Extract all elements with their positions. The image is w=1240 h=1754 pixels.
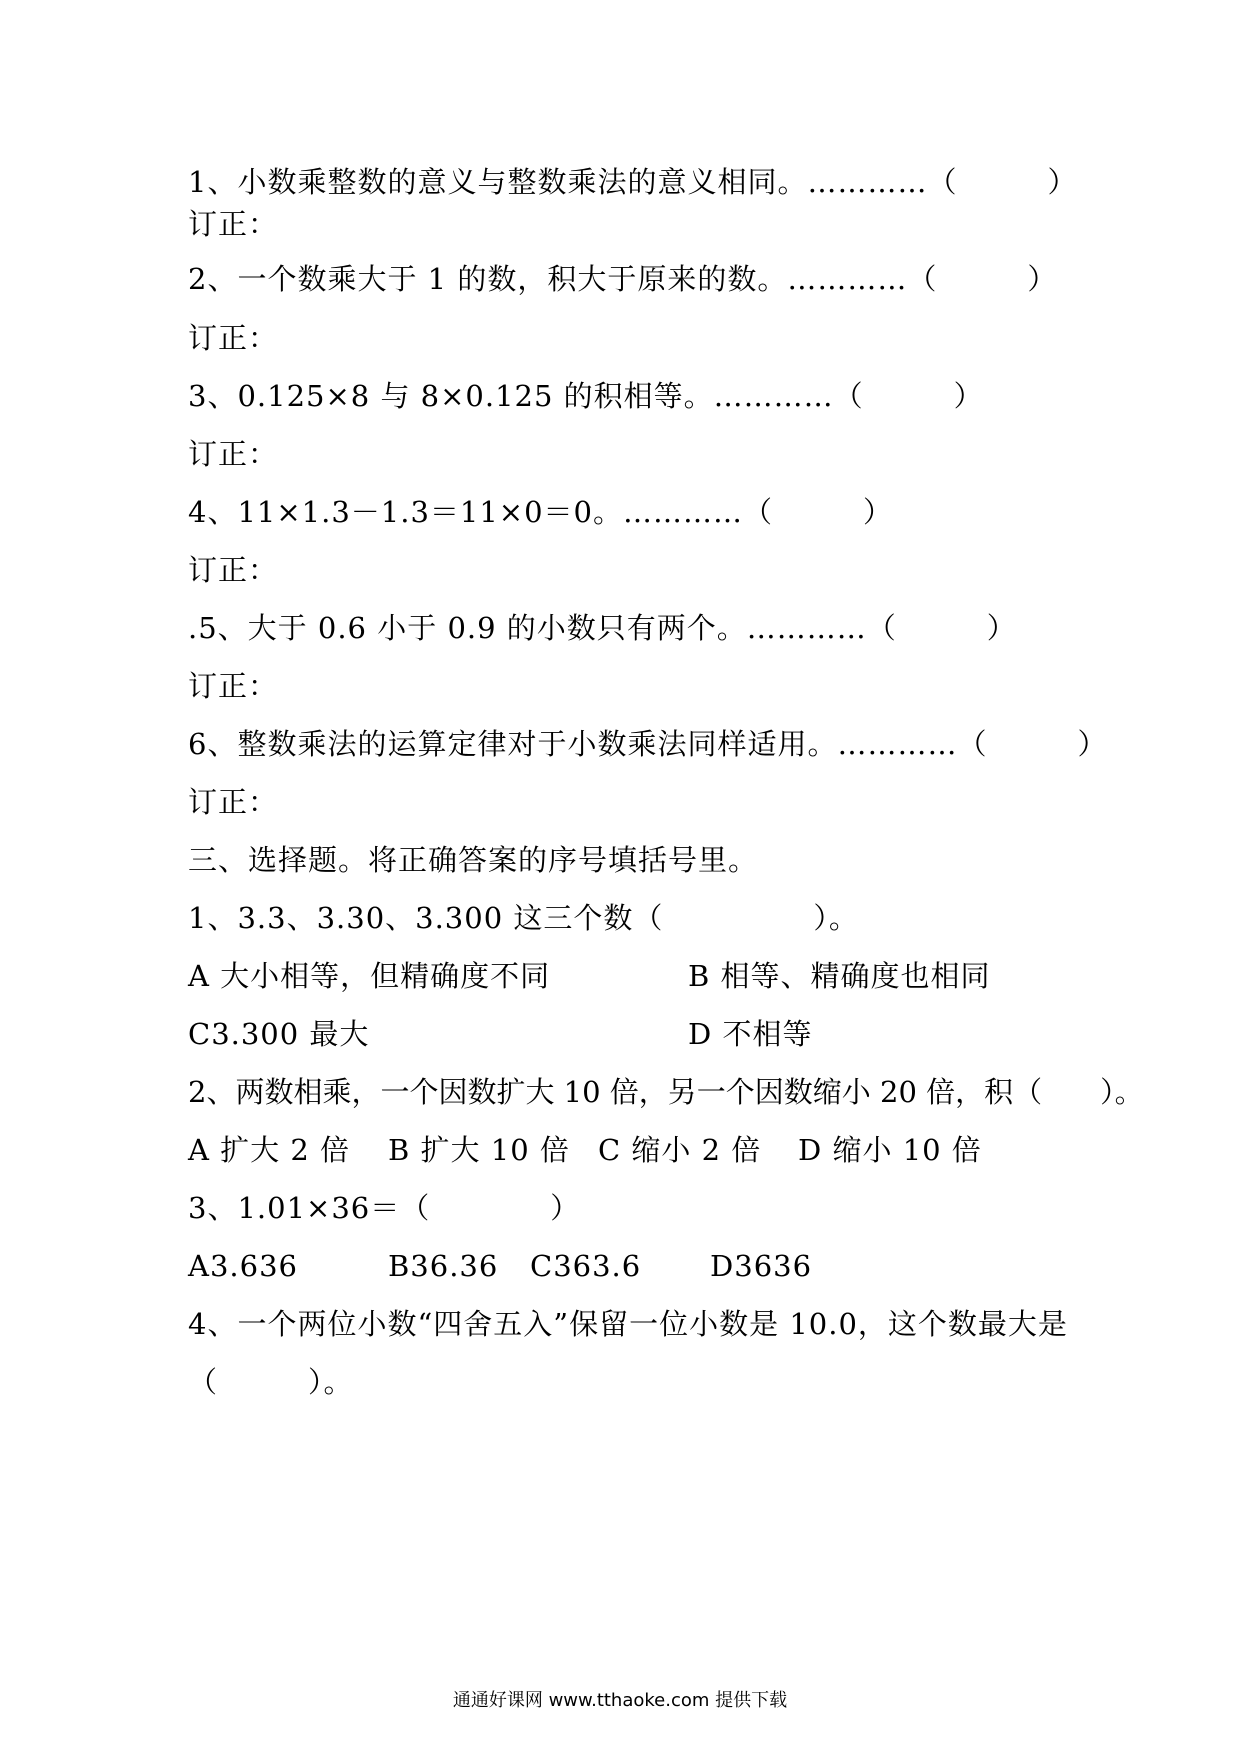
choice-question-4-blank: （ ）。 bbox=[188, 1365, 354, 1399]
judgement-statement-4: 4、11×1.3－1.3＝11×0＝0。…………（ ） bbox=[188, 495, 893, 529]
judgement-correction-1: 订正： bbox=[188, 207, 279, 241]
option-d: D3636 bbox=[710, 1249, 813, 1283]
choice-question-4: 4、一个两位小数“四舍五入”保留一位小数是 10.0，这个数最大是 bbox=[188, 1307, 1068, 1341]
judgement-correction-2: 订正： bbox=[188, 321, 279, 355]
option-c: C3.300 最大 bbox=[188, 1017, 370, 1051]
judgement-correction-3: 订正： bbox=[188, 437, 279, 471]
option-d: D 不相等 bbox=[688, 1017, 813, 1051]
choice-question-3: 3、1.01×36＝（ ） bbox=[188, 1191, 581, 1225]
section-title: 三、选择题。将正确答案的序号填括号里。 bbox=[188, 843, 759, 877]
judgement-statement-6: 6、整数乘法的运算定律对于小数乘法同样适用。…………（ ） bbox=[188, 727, 1108, 761]
judgement-statement-1: 1、小数乘整数的意义与整数乘法的意义相同。…………（ ） bbox=[188, 165, 1078, 199]
choice-options-3 bbox=[188, 1246, 1068, 1286]
choice-options-2 bbox=[188, 1130, 1068, 1170]
option-b: B 相等、精确度也相同 bbox=[688, 959, 991, 993]
choice-question-1: 1、3.3、3.30、3.300 这三个数（ ）。 bbox=[188, 901, 859, 935]
judgement-correction-6: 订正： bbox=[188, 785, 279, 819]
option-a: A 大小相等，但精确度不同 bbox=[188, 959, 551, 993]
judgement-correction-4: 订正： bbox=[188, 553, 279, 587]
judgement-statement-3: 3、0.125×8 与 8×0.125 的积相等。…………（ ） bbox=[188, 379, 984, 413]
judgement-statement-2: 2、一个数乘大于 1 的数，积大于原来的数。…………（ ） bbox=[188, 262, 1058, 296]
option-d: D 缩小 10 倍 bbox=[798, 1133, 982, 1167]
choice-options-1 bbox=[188, 956, 1068, 996]
footer-source: 通通好课网 www.tthaoke.com 提供下载 bbox=[452, 1690, 788, 1711]
option-b: B 扩大 10 倍 bbox=[388, 1133, 570, 1167]
judgement-correction-5: 订正： bbox=[188, 669, 279, 703]
option-c: C 缩小 2 倍 bbox=[598, 1133, 762, 1167]
choice-question-2: 2、两数相乘，一个因数扩大 10 倍，另一个因数缩小 20 倍，积（ ）。 bbox=[188, 1075, 1144, 1109]
choice-options-1b bbox=[188, 1014, 1068, 1054]
option-c: C363.6 bbox=[530, 1249, 642, 1283]
judgement-statement-5: .5、大于 0.6 小于 0.9 的小数只有两个。…………（ ） bbox=[188, 611, 1017, 645]
option-a: A3.636 bbox=[188, 1249, 298, 1283]
option-b: B36.36 bbox=[388, 1249, 499, 1283]
option-a: A 扩大 2 倍 bbox=[188, 1133, 351, 1167]
